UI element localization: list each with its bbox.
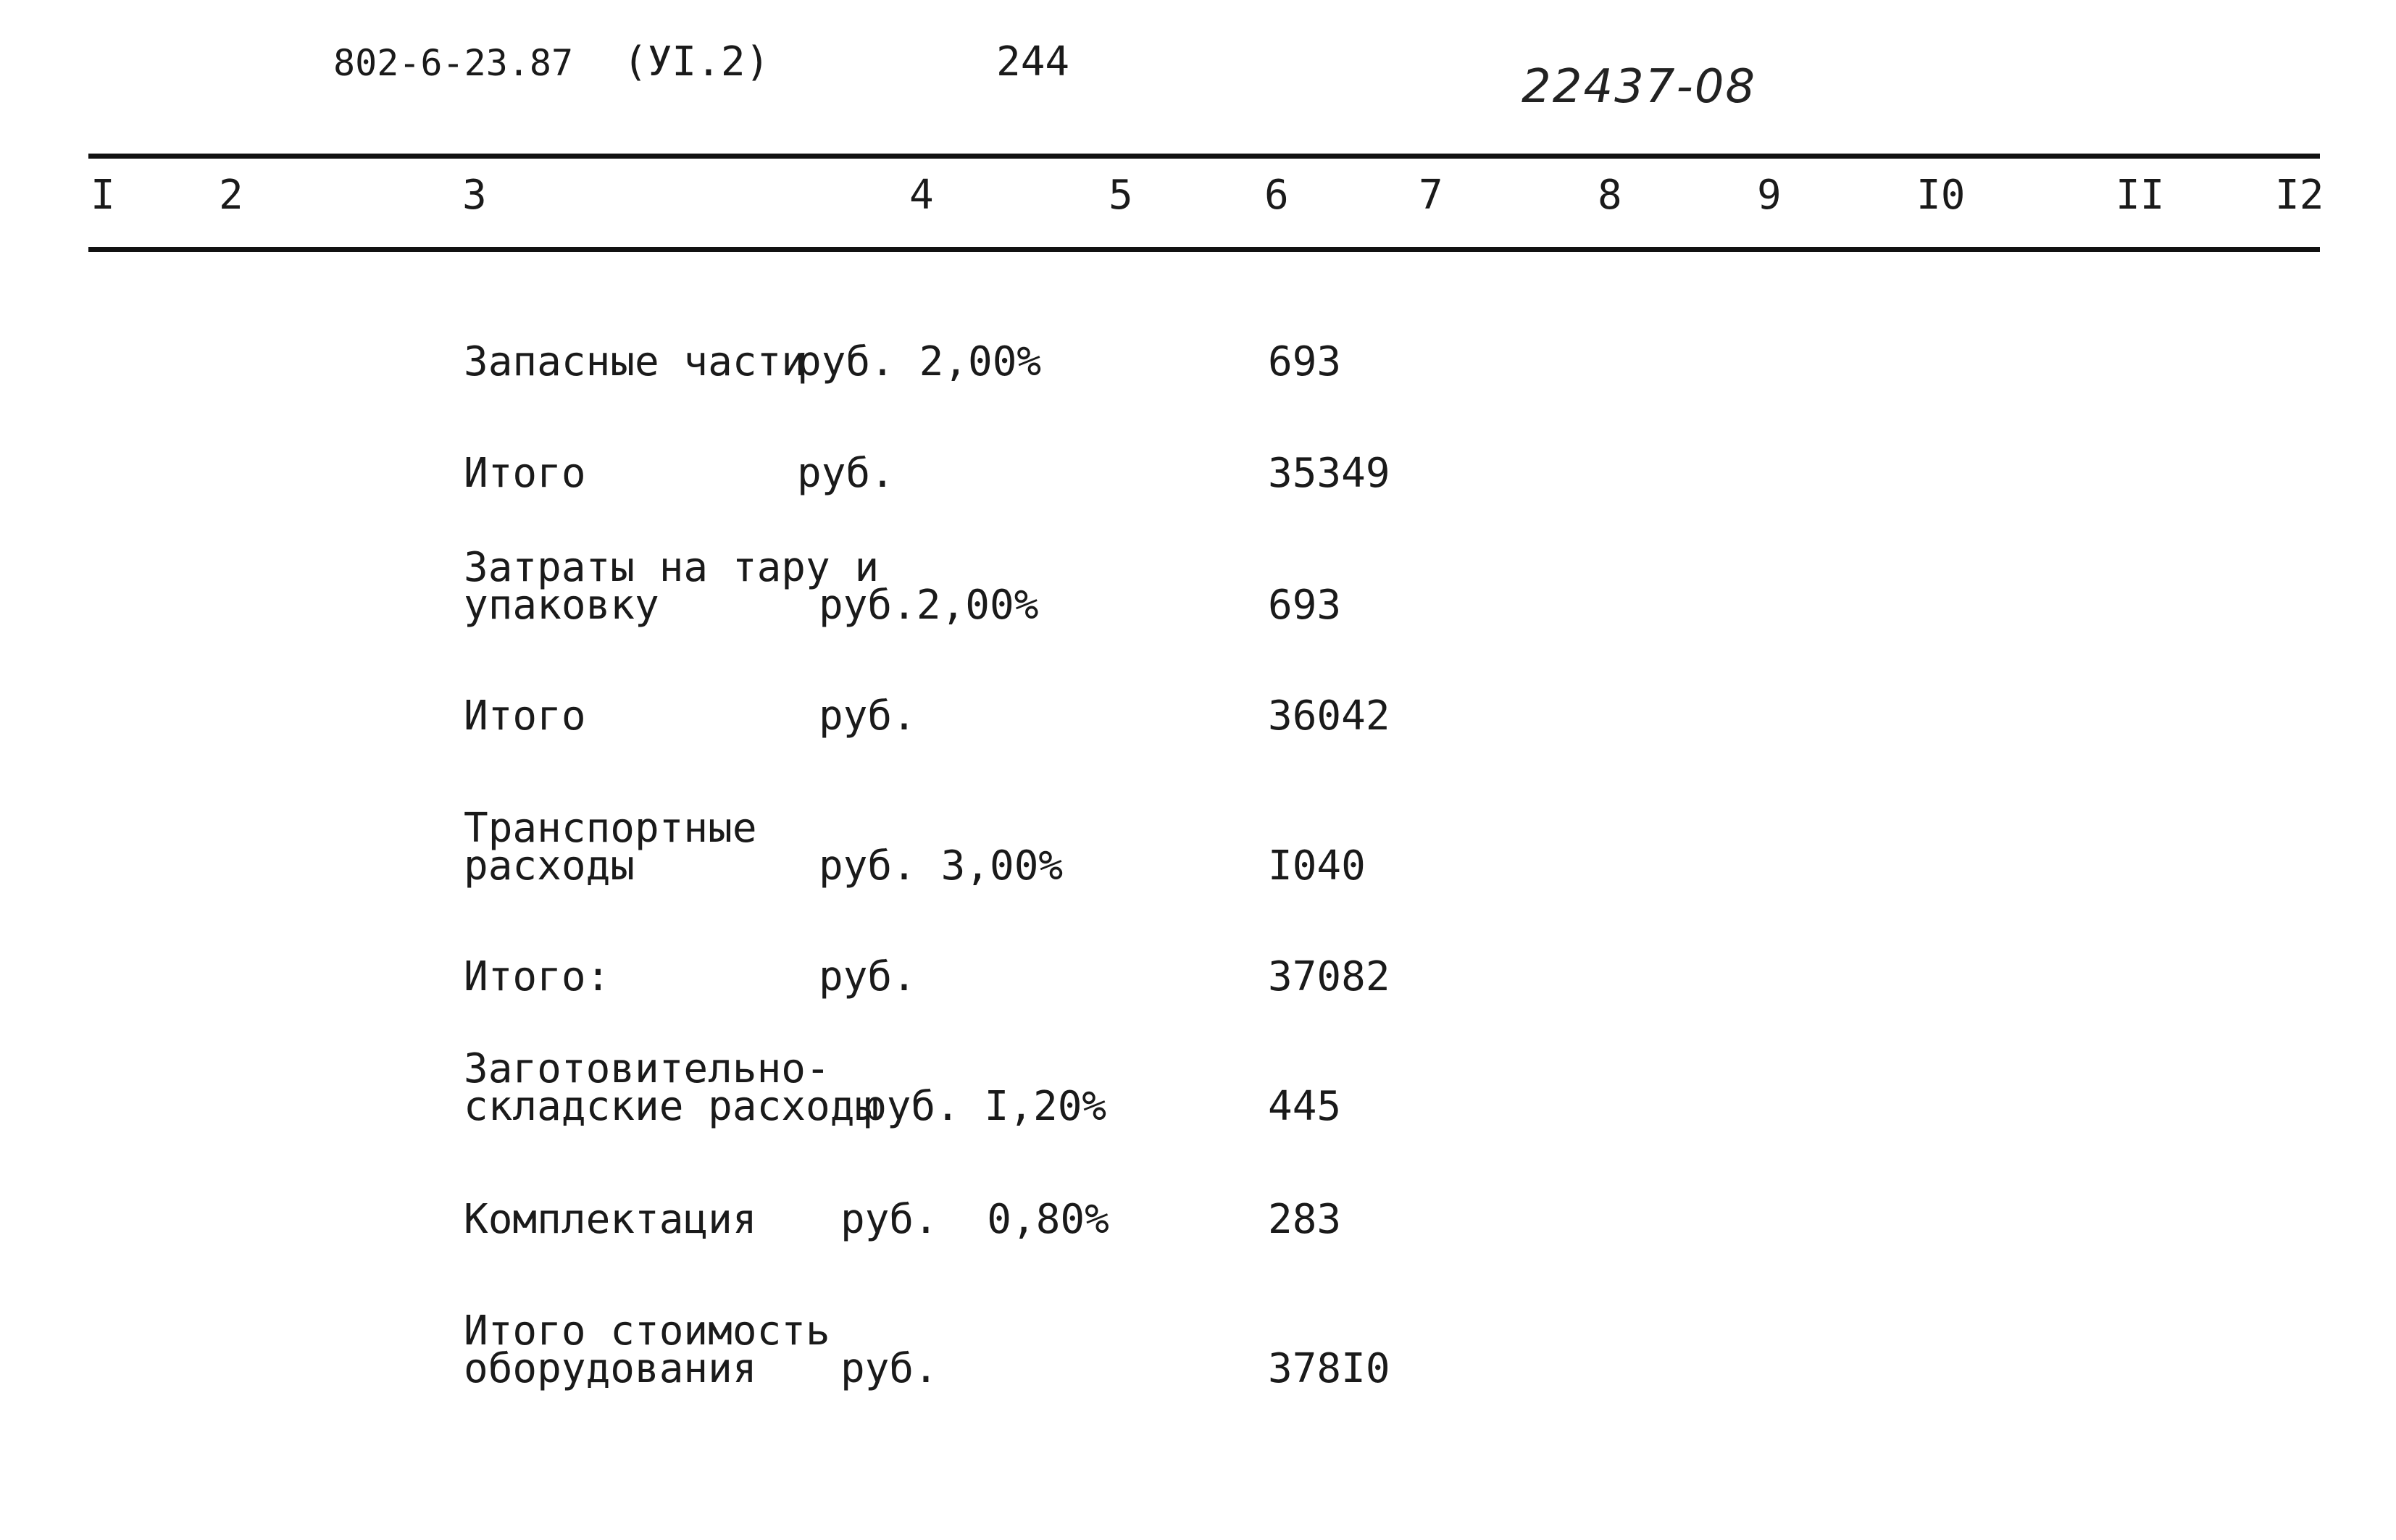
row-label: Комплектация (464, 1196, 757, 1243)
column-number: I (91, 172, 115, 219)
column-number: 6 (1264, 172, 1289, 219)
row-label: Итого: (464, 953, 611, 1000)
column-number: 7 (1419, 172, 1443, 219)
column-number: I2 (2275, 172, 2324, 219)
row-value: 693 (1268, 582, 1342, 629)
row-unit: руб. 0,80% (840, 1196, 1109, 1243)
column-number: 2 (219, 172, 243, 219)
row-unit: руб. (819, 692, 917, 740)
document-code: 802-6-23.87 (333, 42, 574, 84)
row-unit: руб. (819, 953, 917, 1000)
column-number: 5 (1109, 172, 1133, 219)
column-number: 4 (909, 172, 934, 219)
row-unit: руб. 3,00% (819, 842, 1064, 890)
row-label: Заготовительно- складские расходы (464, 1045, 880, 1130)
row-value: 37082 (1268, 953, 1390, 1000)
row-value: 283 (1268, 1196, 1342, 1243)
row-label: Запасные части (464, 338, 806, 385)
row-value: 378I0 (1268, 1345, 1390, 1392)
row-unit: руб. (840, 1345, 938, 1392)
row-value: 445 (1268, 1083, 1342, 1130)
section-number: (УI.2) (623, 38, 770, 85)
column-number: 8 (1598, 172, 1622, 219)
column-number: II (2116, 172, 2165, 219)
handwritten-inventory-number: 22437-08 (1521, 60, 1757, 114)
row-label: Транспортные расходы (464, 805, 757, 890)
row-value: 693 (1268, 338, 1342, 385)
row-label: Итого (464, 692, 586, 740)
column-number: I0 (1916, 172, 1966, 219)
row-label: Итого (464, 450, 586, 497)
row-unit: руб.2,00% (819, 582, 1039, 629)
column-number: 3 (462, 172, 487, 219)
row-value: 35349 (1268, 450, 1390, 497)
row-label: Итого стоимость оборудования (464, 1307, 830, 1392)
row-unit: руб. (797, 450, 895, 497)
row-unit: руб. I,20% (862, 1083, 1107, 1130)
row-label: Затраты на тару и упаковку (464, 544, 880, 629)
table-top-rule (88, 154, 2320, 159)
row-value: I040 (1268, 842, 1366, 890)
column-number: 9 (1757, 172, 1782, 219)
page-number: 244 (996, 38, 1070, 85)
table-header-bottom-rule (88, 247, 2320, 252)
row-value: 36042 (1268, 692, 1390, 740)
row-unit: руб. 2,00% (797, 338, 1042, 385)
